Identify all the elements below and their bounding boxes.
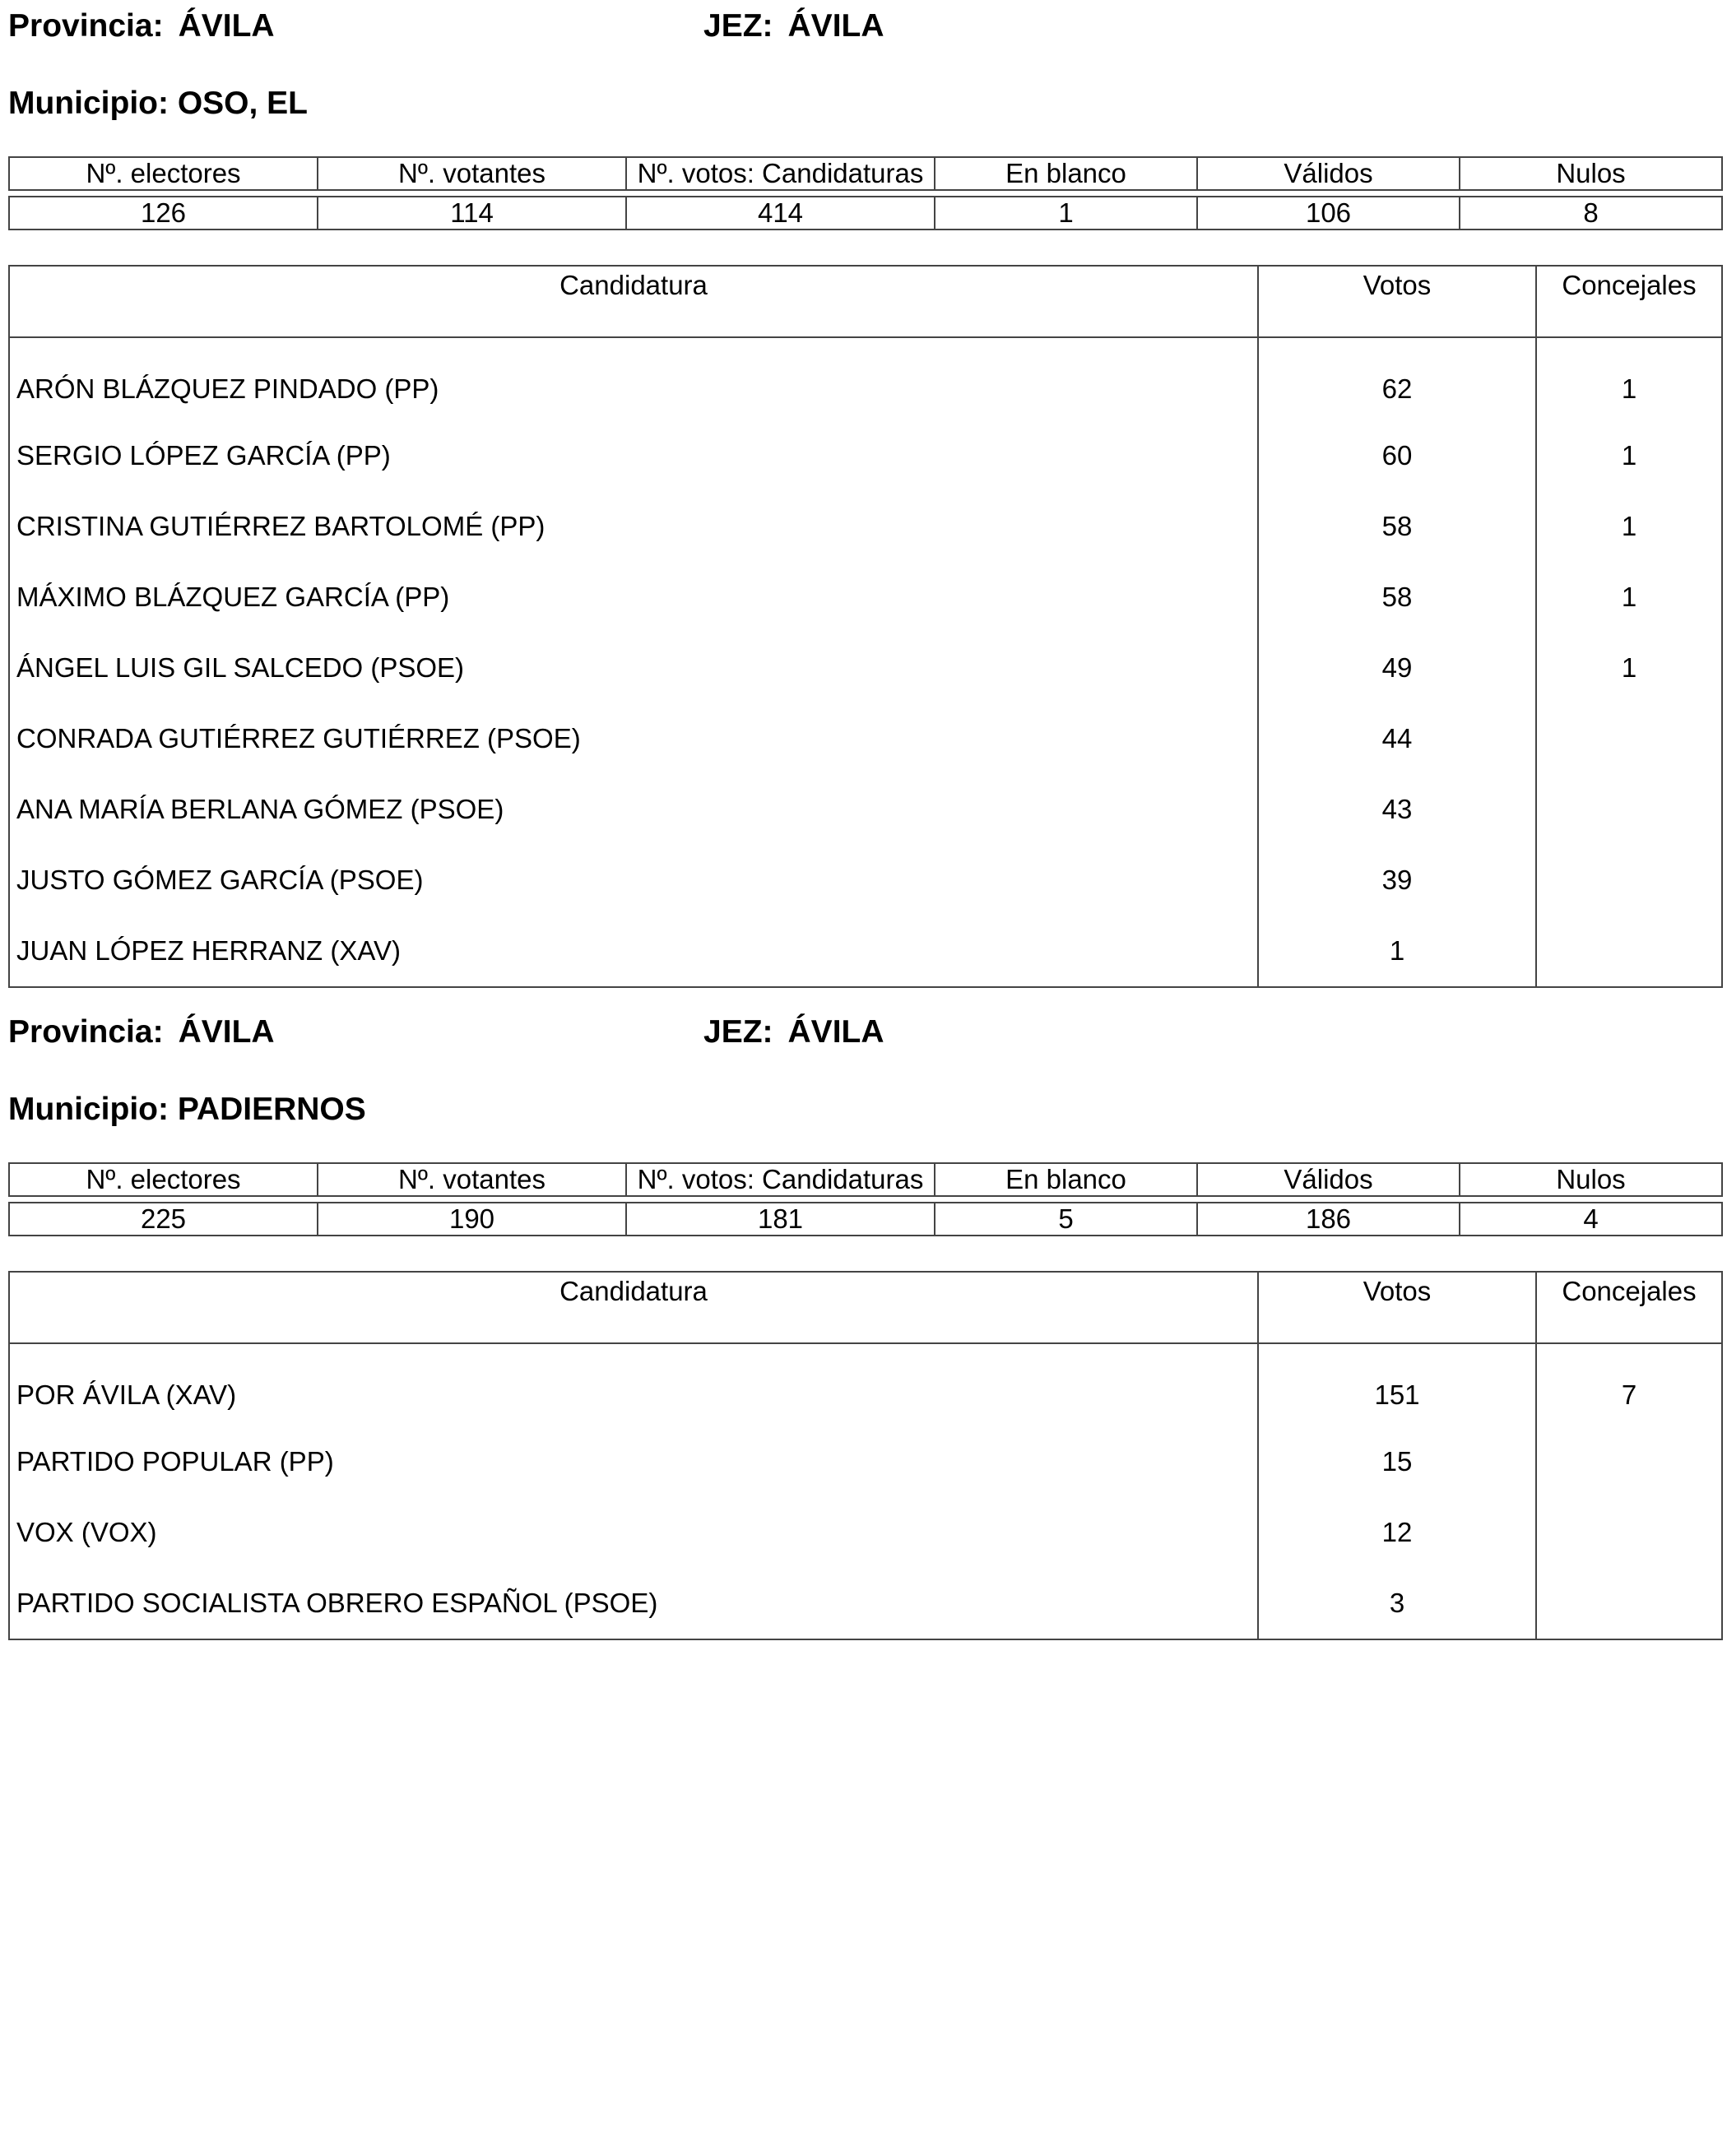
summary-value-row [9, 197, 1722, 230]
table-row [9, 1568, 1722, 1639]
votos-header: Votos [1258, 266, 1536, 337]
provincia-label: Provincia: [8, 8, 164, 44]
candidate-concejales [1536, 845, 1722, 916]
provincia-heading [8, 1014, 275, 1050]
jez-label: JEZ: [703, 8, 773, 44]
summary-value: 126 [9, 197, 318, 230]
summary-header: Nulos [1460, 157, 1722, 190]
candidate-votos: 1 [1258, 916, 1536, 987]
candidate-votos: 58 [1258, 562, 1536, 633]
candidate-name: POR ÁVILA (XAV) [16, 1379, 237, 1410]
summary-value: 190 [318, 1203, 626, 1236]
candidate-votos: 12 [1258, 1497, 1536, 1568]
summary-table [8, 1162, 1723, 1236]
provincia-label: Provincia: [8, 1014, 164, 1050]
candidate-votos: 58 [1258, 491, 1536, 562]
candidate-name: VOX (VOX) [16, 1517, 157, 1547]
summary-value: 1 [935, 197, 1197, 230]
table-row [9, 1497, 1722, 1568]
summary-header-row [9, 1163, 1722, 1196]
table-row [9, 774, 1722, 845]
candidate-concejales [1536, 916, 1722, 987]
candidate-name: PARTIDO POPULAR (PP) [16, 1446, 334, 1477]
candidate-concejales: 1 [1536, 491, 1722, 562]
summary-value: 186 [1197, 1203, 1460, 1236]
summary-header: Nº. votantes [318, 1163, 626, 1196]
jez-value: ÁVILA [787, 1014, 884, 1050]
summary-value: 225 [9, 1203, 318, 1236]
summary-header: En blanco [935, 157, 1197, 190]
summary-header: Válidos [1197, 1163, 1460, 1196]
summary-header: Nº. votantes [318, 157, 626, 190]
summary-value-row [9, 1203, 1722, 1236]
candidate-concejales: 1 [1536, 420, 1722, 491]
candidate-concejales [1536, 1426, 1722, 1497]
summary-value: 114 [318, 197, 626, 230]
candidate-name: ARÓN BLÁZQUEZ PINDADO (PP) [16, 373, 439, 404]
summary-value: 414 [626, 197, 935, 230]
votos-header: Votos [1258, 1272, 1536, 1343]
candidates-table [8, 1271, 1723, 1640]
candidate-concejales [1536, 1497, 1722, 1568]
candidate-name: MÁXIMO BLÁZQUEZ GARCÍA (PP) [16, 582, 450, 612]
candidate-votos: 15 [1258, 1426, 1536, 1497]
provincia-value: ÁVILA [178, 8, 275, 44]
candidate-name: CONRADA GUTIÉRREZ GUTIÉRREZ (PSOE) [16, 723, 581, 753]
summary-header: En blanco [935, 1163, 1197, 1196]
concejales-header: Concejales [1536, 266, 1722, 337]
jez-heading [703, 8, 884, 44]
candidate-name: JUAN LÓPEZ HERRANZ (XAV) [16, 935, 401, 966]
candidate-concejales [1536, 774, 1722, 845]
table-row [9, 633, 1722, 703]
candidate-concejales: 7 [1536, 1343, 1722, 1426]
summary-value: 5 [935, 1203, 1197, 1236]
candidates-header-row [9, 266, 1722, 337]
candidate-name: JUSTO GÓMEZ GARCÍA (PSOE) [16, 865, 424, 895]
candidate-votos: 3 [1258, 1568, 1536, 1639]
candidate-votos: 151 [1258, 1343, 1536, 1426]
provincia-value: ÁVILA [178, 1014, 275, 1050]
municipio-value: OSO, EL [177, 86, 309, 121]
summary-value: 181 [626, 1203, 935, 1236]
table-row [9, 845, 1722, 916]
concejales-header: Concejales [1536, 1272, 1722, 1343]
table-row [9, 916, 1722, 987]
candidates-table [8, 265, 1723, 988]
provincia-heading [8, 8, 275, 44]
candidate-concejales: 1 [1536, 633, 1722, 703]
candidate-concejales [1536, 1568, 1722, 1639]
candidate-concejales: 1 [1536, 337, 1722, 420]
jez-value: ÁVILA [787, 8, 884, 44]
candidate-votos: 44 [1258, 703, 1536, 774]
candidates-header-row [9, 1272, 1722, 1343]
summary-value: 106 [1197, 197, 1460, 230]
summary-header-row [9, 157, 1722, 190]
summary-header: Nº. votos: Candidaturas [626, 1163, 935, 1196]
candidate-concejales: 1 [1536, 562, 1722, 633]
municipio-heading [8, 86, 308, 122]
table-row [9, 337, 1722, 420]
candidate-votos: 39 [1258, 845, 1536, 916]
candidate-name: ANA MARÍA BERLANA GÓMEZ (PSOE) [16, 794, 504, 824]
summary-value: 4 [1460, 1203, 1722, 1236]
summary-header: Nº. electores [9, 157, 318, 190]
summary-value: 8 [1460, 197, 1722, 230]
jez-label: JEZ: [703, 1014, 773, 1050]
candidate-votos: 60 [1258, 420, 1536, 491]
jez-heading [703, 1014, 884, 1050]
table-row [9, 562, 1722, 633]
candidate-name: SERGIO LÓPEZ GARCÍA (PP) [16, 440, 391, 471]
candidate-votos: 43 [1258, 774, 1536, 845]
summary-header: Nº. votos: Candidaturas [626, 157, 935, 190]
summary-header: Nº. electores [9, 1163, 318, 1196]
table-row [9, 491, 1722, 562]
summary-header: Válidos [1197, 157, 1460, 190]
candidate-votos: 49 [1258, 633, 1536, 703]
municipio-heading [8, 1092, 366, 1128]
municipio-value: PADIERNOS [177, 1092, 366, 1127]
table-row [9, 1343, 1722, 1426]
candidatura-header: Candidatura [9, 1272, 1258, 1343]
candidate-concejales [1536, 703, 1722, 774]
summary-header: Nulos [1460, 1163, 1722, 1196]
candidatura-header: Candidatura [9, 266, 1258, 337]
candidate-name: CRISTINA GUTIÉRREZ BARTOLOMÉ (PP) [16, 511, 545, 541]
candidate-name: ÁNGEL LUIS GIL SALCEDO (PSOE) [16, 652, 465, 683]
table-row [9, 703, 1722, 774]
summary-table [8, 156, 1723, 230]
candidate-votos: 62 [1258, 337, 1536, 420]
municipio-label: Municipio: [8, 86, 169, 121]
table-row [9, 1426, 1722, 1497]
candidate-name: PARTIDO SOCIALISTA OBRERO ESPAÑOL (PSOE) [16, 1588, 658, 1618]
table-row [9, 420, 1722, 491]
municipio-label: Municipio: [8, 1092, 169, 1127]
